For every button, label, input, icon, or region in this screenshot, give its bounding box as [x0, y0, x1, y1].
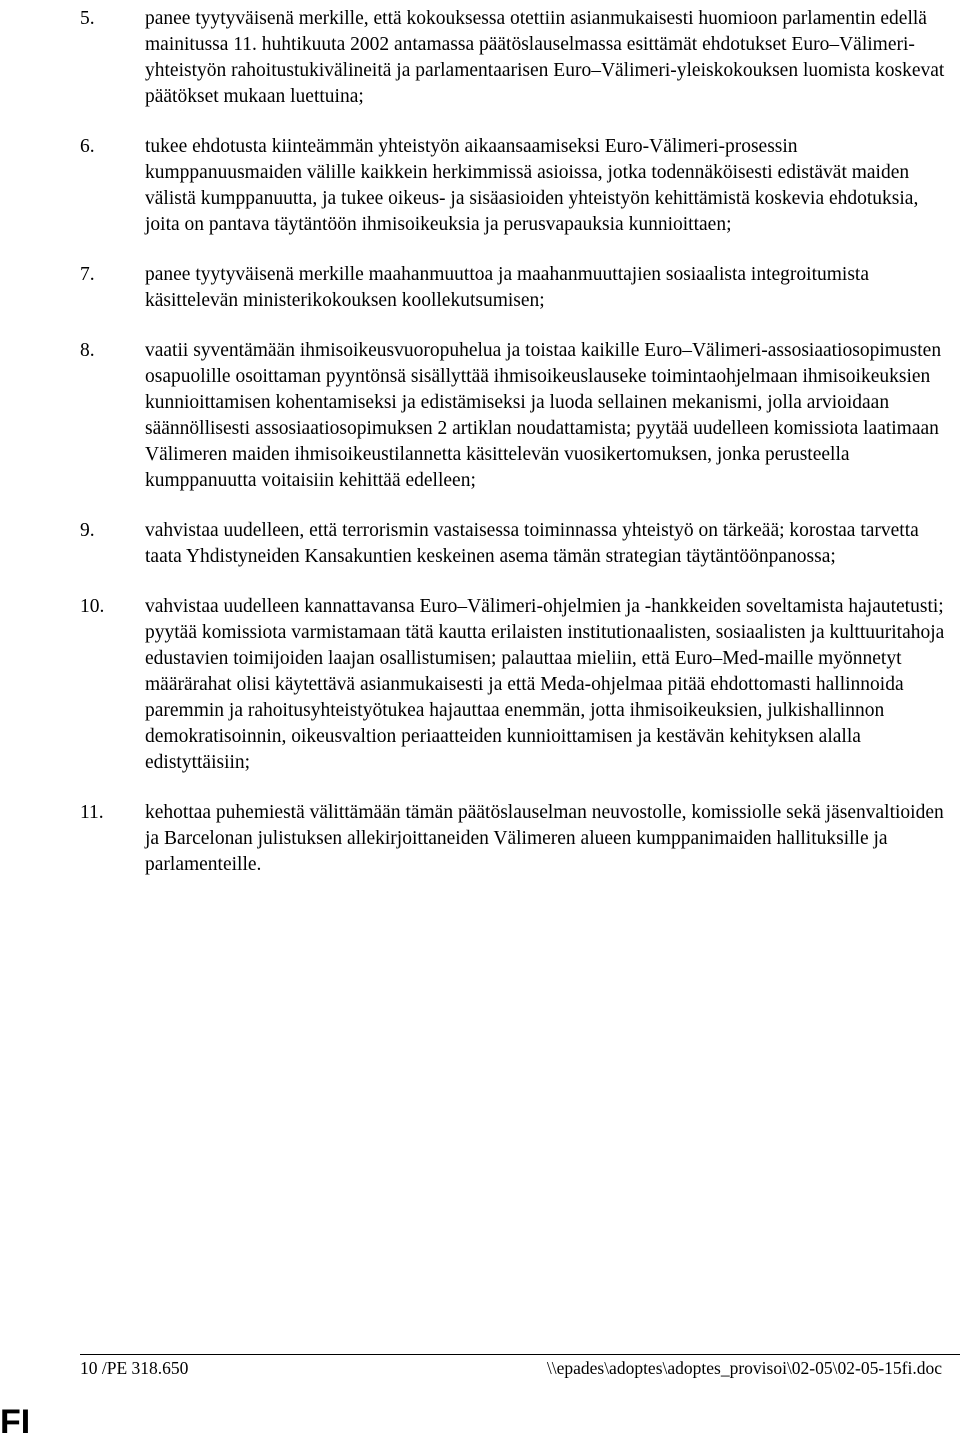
paragraph-text: vahvistaa uudelleen kannattavansa Euro–Välimeri-ohjelmien ja -hankkeiden soveltamista hajautetusti; pyytää komissiota varmistamaan tätä kautta erilaisten institutionaalisten, sosiaalisten ja kulttuuritahoja edustavien toimijoiden laajan osallistumisen; palauttaa mieliin, että Euro–Med-maille myönnetyt määrärahat olisi käytettävä asianmukaisesti ja että Meda-ohjelmaa pitää ehdottomasti hallinnoida paremmin ja rahoitusyhteistyötukea hajauttaa enemmän, jotta ihmisoikeuksien, julkishallinnon demokratisoinnin, oikeusvaltion periaatteiden kunnioittamisen ja kestävän kehityksen alalla edistyttäisiin; [145, 596, 945, 773]
paragraph-number: 5. [80, 8, 95, 29]
paragraph-number: 9. [80, 520, 95, 541]
language-code: FI [0, 1403, 31, 1441]
paragraph-5 [0, 6, 960, 110]
paragraph-7 [0, 262, 960, 314]
paragraph-text: tukee ehdotusta kiinteämmän yhteistyön aikaansaamiseksi Euro-Välimeri-prosessin kumppanuusmaiden välille kaikkein herkimmissä asioissa, jotka todennäköisesti edistävät maiden välistä kumppanuutta, ja tukee oikeus- ja sisäasioiden yhteistyön kehittämistä koskevia ehdotuksia, joita on pantava täytäntöön ihmisoikeuksia ja perusvapauksia kunnioittaen; [145, 136, 919, 235]
paragraph-6 [0, 134, 960, 238]
footer-divider [80, 1354, 960, 1355]
paragraph-number: 8. [80, 340, 95, 361]
paragraph-text: panee tyytyväisenä merkille, että kokouksessa otettiin asianmukaisesti huomioon parlamentin edellä mainitussa 11. huhtikuuta 2002 antamassa päätöslauselmassa esittämät ehdotukset Euro–Välimeri-yhteistyön rahoitustukivälineitä ja parlamentaarisen Euro–Välimeri-yleiskokouksen luomista koskevat päätökset mukaan luettuina; [145, 8, 945, 107]
paragraph-8 [0, 338, 960, 494]
paragraph-text: vahvistaa uudelleen, että terrorismin vastaisessa toiminnassa yhteistyö on tärkeää; korostaa tarvetta taata Yhdistyneiden Kansakuntien keskeinen asema tämän strategian täytäntöönpanossa; [145, 520, 919, 567]
paragraph-11 [0, 800, 960, 878]
paragraph-number: 11. [80, 802, 104, 823]
paragraph-number: 10. [80, 596, 105, 617]
paragraph-number: 6. [80, 136, 95, 157]
paragraph-text: panee tyytyväisenä merkille maahanmuuttoa ja maahanmuuttajien sosiaalista integroitumista käsittelevän ministerikokouksen koollekutsumisen; [145, 264, 869, 311]
paragraph-text: vaatii syventämään ihmisoikeusvuoropuhelua ja toistaa kaikille Euro–Välimeri-assosiaatiosopimusten osapuolille osoittaman pyyntönsä sisällyttää ihmisoikeuslauseke toimintaohjelmaan ihmisoikeuksien kunnioittamisen kohentamiseksi ja edistämiseksi ja luoda sellainen mekanismi, jolla arvioidaan säännöllisesti assosiaatiosopimuksen 2 artiklan noudattamista; pyytää uudelleen komissiota laatimaan Välimeren maiden ihmisoikeustilannetta käsittelevän vuosikertomuksen, jonka perusteella kumppanuutta voitaisiin kehittää edelleen; [145, 340, 942, 491]
paragraph-text: kehottaa puhemiestä välittämään tämän päätöslauselman neuvostolle, komissiolle sekä jäsenvaltioiden ja Barcelonan julistuksen allekirjoittaneiden Välimeren alueen kumppanimaiden hallituksille ja parlamenteille. [145, 802, 944, 875]
footer-page-ref: 10 /PE 318.650 [80, 1358, 189, 1378]
paragraph-number: 7. [80, 264, 95, 285]
paragraph-10 [0, 594, 960, 776]
paragraph-9 [0, 518, 960, 570]
footer-file-path: \\epades\adoptes\adoptes_provisoi\02-05\02-05-15fi.doc [546, 1358, 942, 1378]
